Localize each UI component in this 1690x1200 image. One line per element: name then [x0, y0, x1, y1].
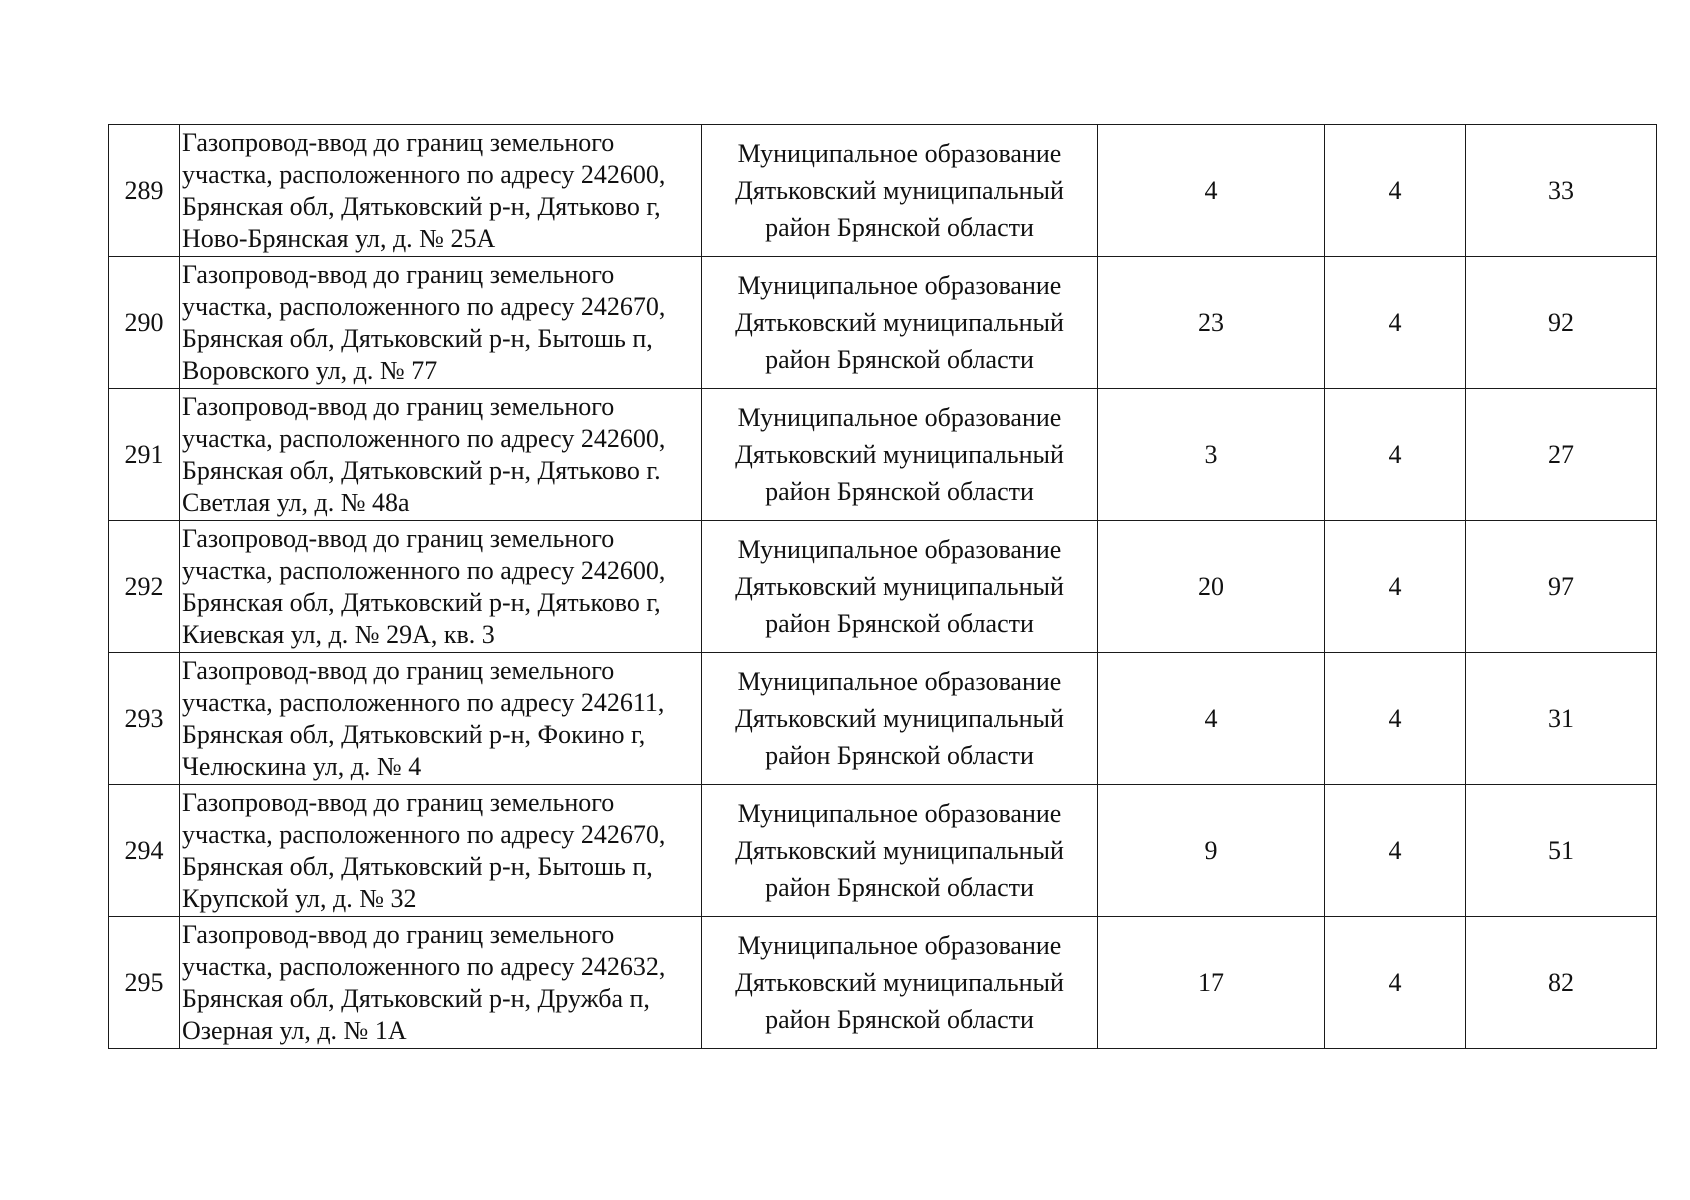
row-number: 295 — [109, 917, 180, 1049]
document-page — [108, 124, 1657, 1049]
row-number: 291 — [109, 389, 180, 521]
value-col-3: 51 — [1466, 785, 1657, 917]
value-col-1: 4 — [1098, 125, 1325, 257]
object-name: Газопровод-ввод до границ земельного участка, расположенного по адресу 242600, Брянская обл, Дятьковский р-н, Дятьково г, Ново-Брянская ул, д. № 25А — [180, 125, 702, 257]
value-col-3: 92 — [1466, 257, 1657, 389]
row-number: 294 — [109, 785, 180, 917]
table-row — [109, 521, 1657, 653]
value-col-3: 33 — [1466, 125, 1657, 257]
registry-table-body — [109, 125, 1657, 1049]
object-name: Газопровод-ввод до границ земельного участка, расположенного по адресу 242632, Брянская обл, Дятьковский р-н, Дружба п, Озерная ул, д. № 1А — [180, 917, 702, 1049]
value-col-2: 4 — [1325, 653, 1466, 785]
table-row — [109, 257, 1657, 389]
value-col-2: 4 — [1325, 917, 1466, 1049]
object-name: Газопровод-ввод до границ земельного участка, расположенного по адресу 242600, Брянская обл, Дятьковский р-н, Дятьково г. Светлая ул, д. № 48а — [180, 389, 702, 521]
row-number: 290 — [109, 257, 180, 389]
table-row — [109, 785, 1657, 917]
value-col-2: 4 — [1325, 125, 1466, 257]
value-col-2: 4 — [1325, 389, 1466, 521]
value-col-1: 4 — [1098, 653, 1325, 785]
owner-name: Муниципальное образование Дятьковский муниципальный район Брянской области — [702, 653, 1098, 785]
value-col-3: 27 — [1466, 389, 1657, 521]
owner-name: Муниципальное образование Дятьковский муниципальный район Брянской области — [702, 917, 1098, 1049]
row-number: 292 — [109, 521, 180, 653]
value-col-2: 4 — [1325, 785, 1466, 917]
table-row — [109, 389, 1657, 521]
object-name: Газопровод-ввод до границ земельного участка, расположенного по адресу 242600, Брянская обл, Дятьковский р-н, Дятьково г, Киевская ул, д. № 29А, кв. 3 — [180, 521, 702, 653]
value-col-3: 97 — [1466, 521, 1657, 653]
value-col-1: 20 — [1098, 521, 1325, 653]
owner-name: Муниципальное образование Дятьковский муниципальный район Брянской области — [702, 257, 1098, 389]
value-col-1: 3 — [1098, 389, 1325, 521]
value-col-3: 31 — [1466, 653, 1657, 785]
table-row — [109, 917, 1657, 1049]
owner-name: Муниципальное образование Дятьковский муниципальный район Брянской области — [702, 389, 1098, 521]
object-name: Газопровод-ввод до границ земельного участка, расположенного по адресу 242611, Брянская обл, Дятьковский р-н, Фокино г, Челюскина ул, д. № 4 — [180, 653, 702, 785]
table-row — [109, 653, 1657, 785]
object-name: Газопровод-ввод до границ земельного участка, расположенного по адресу 242670, Брянская обл, Дятьковский р-н, Бытошь п, Воровского ул, д. № 77 — [180, 257, 702, 389]
object-name: Газопровод-ввод до границ земельного участка, расположенного по адресу 242670, Брянская обл, Дятьковский р-н, Бытошь п, Крупской ул, д. № 32 — [180, 785, 702, 917]
table-row — [109, 125, 1657, 257]
value-col-2: 4 — [1325, 257, 1466, 389]
value-col-3: 82 — [1466, 917, 1657, 1049]
value-col-1: 23 — [1098, 257, 1325, 389]
row-number: 293 — [109, 653, 180, 785]
owner-name: Муниципальное образование Дятьковский муниципальный район Брянской области — [702, 125, 1098, 257]
value-col-1: 17 — [1098, 917, 1325, 1049]
owner-name: Муниципальное образование Дятьковский муниципальный район Брянской области — [702, 521, 1098, 653]
registry-table — [108, 124, 1657, 1049]
owner-name: Муниципальное образование Дятьковский муниципальный район Брянской области — [702, 785, 1098, 917]
value-col-1: 9 — [1098, 785, 1325, 917]
value-col-2: 4 — [1325, 521, 1466, 653]
row-number: 289 — [109, 125, 180, 257]
